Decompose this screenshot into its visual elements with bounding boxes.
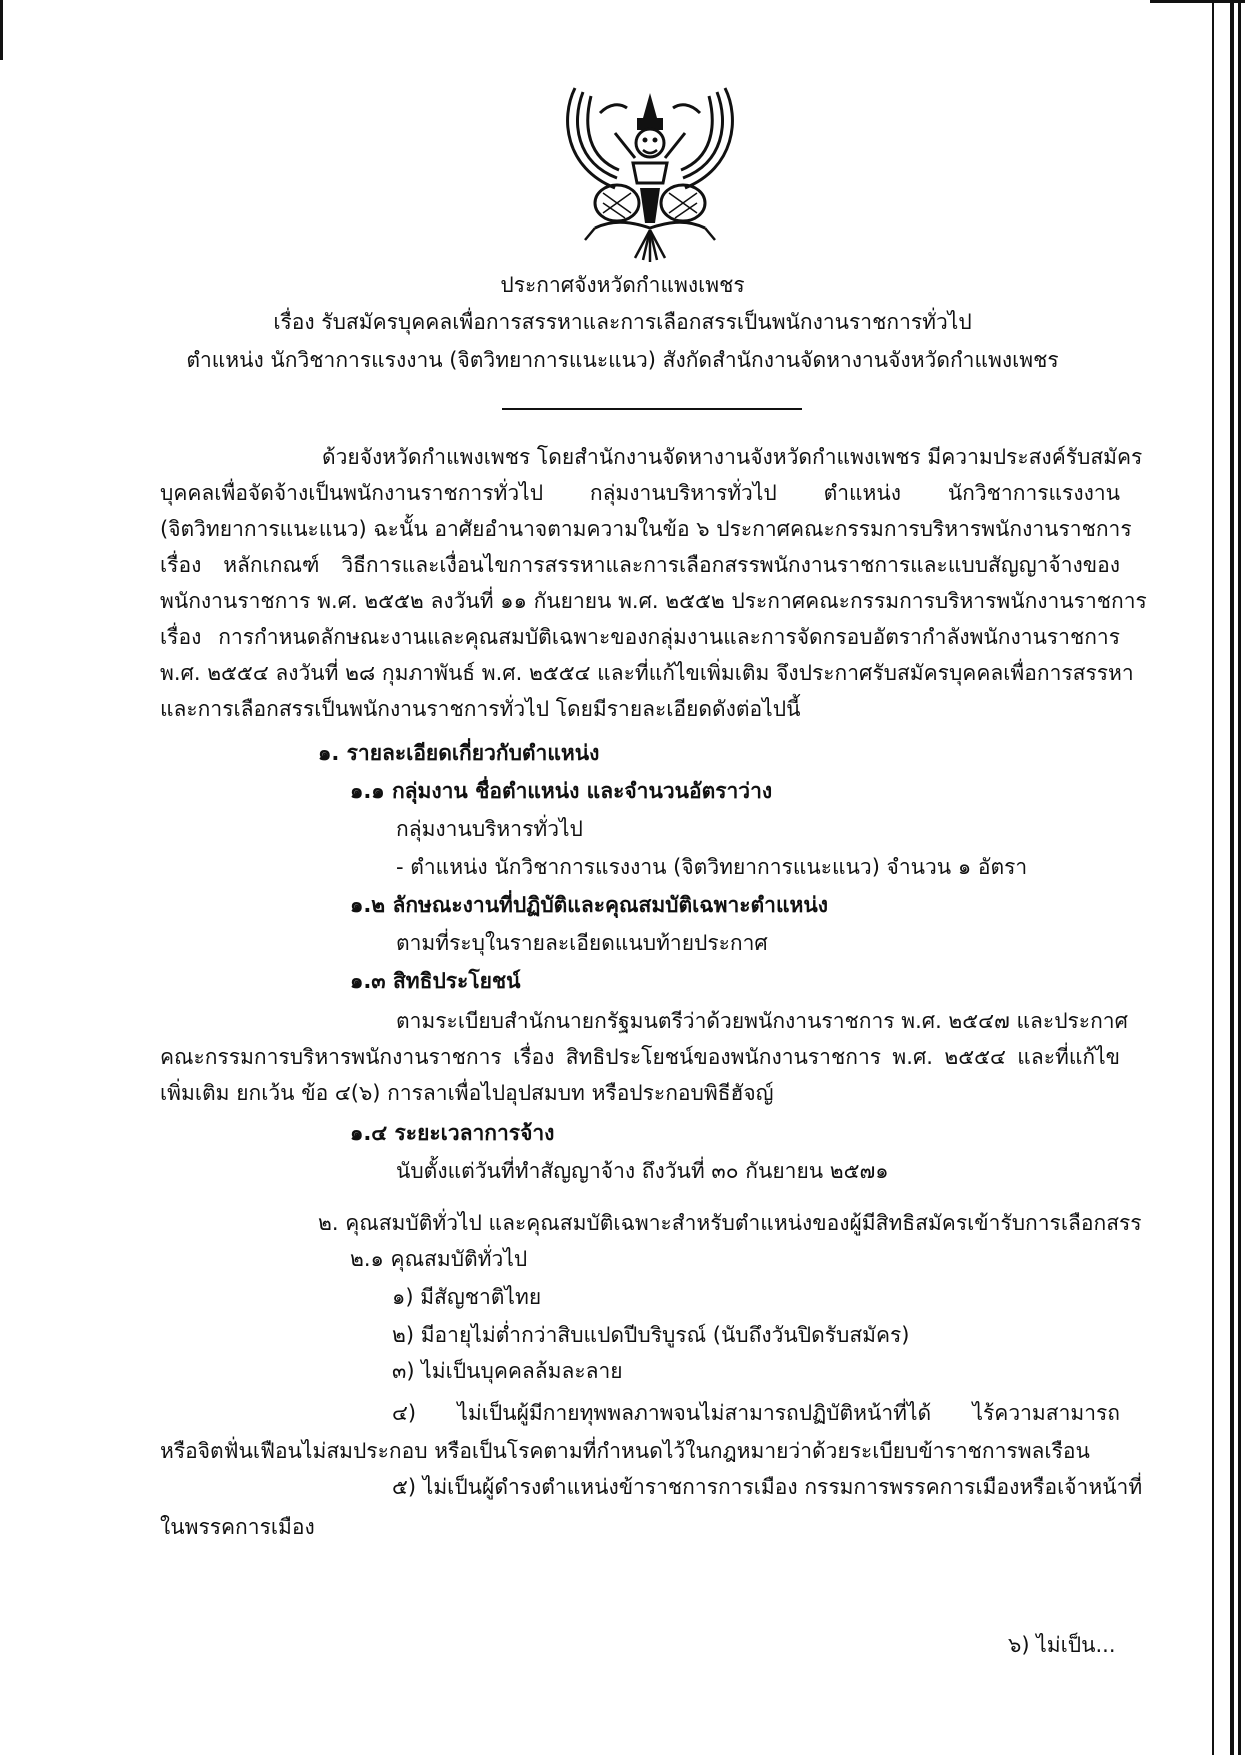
qualification-item-5-cont: ในพรรคการเมือง bbox=[160, 1515, 315, 1539]
section-1-3-line: คณะกรรมการบริหารพนักงานราชการ เรื่อง สิทธิประโยชน์ของพนักงานราชการ พ.ศ. ๒๕๕๔ และที่แก้ไข bbox=[160, 1045, 1120, 1069]
section-1-4-heading: ๑.๔ ระยะเวลาการจ้าง bbox=[350, 1121, 555, 1145]
page-continuation: ๖) ไม่เป็น... bbox=[1008, 1633, 1116, 1657]
intro-line: เรื่อง การกำหนดลักษณะงานและคุณสมบัติเฉพาะของกลุ่มงานและการจัดกรอบอัตรากำลังพนักงานราชการ bbox=[160, 625, 1120, 649]
section-1-3-line: เพิ่มเติม ยกเว้น ข้อ ๔(๖) การลาเพื่อไปอุปสมบท หรือประกอบพิธีฮัจญ์ bbox=[160, 1081, 774, 1105]
qualification-item-4: ๔) ไม่เป็นผู้มีกายทุพพลภาพจนไม่สามารถปฏิบัติหน้าที่ได้ ไร้ความสามารถ bbox=[392, 1401, 1120, 1425]
section-2-heading: ๒. คุณสมบัติทั่วไป และคุณสมบัติเฉพาะสำหรับตำแหน่งของผู้มีสิทธิสมัครเข้ารับการเลือกสรร bbox=[318, 1211, 1142, 1235]
title-divider bbox=[502, 408, 802, 410]
announcement-subject: เรื่อง รับสมัครบุคคลเพื่อการสรรหาและการเลือกสรรเป็นพนักงานราชการทั่วไป bbox=[273, 310, 972, 334]
section-1-1-heading: ๑.๑ กลุ่มงาน ชื่อตำแหน่ง และจำนวนอัตราว่าง bbox=[350, 779, 773, 803]
qualification-item-4-cont: หรือจิตฟั่นเฟือนไม่สมประกอบ หรือเป็นโรคตามที่กำหนดไว้ในกฎหมายว่าด้วยระเบียบข้าราชการพลเรือน bbox=[160, 1439, 1090, 1463]
scan-edge-right-1 bbox=[1212, 0, 1214, 1755]
garuda-emblem-icon bbox=[555, 78, 745, 268]
section-1-1-group: กลุ่มงานบริหารทั่วไป bbox=[396, 817, 583, 841]
qualification-item: ๓) ไม่เป็นบุคคลล้มละลาย bbox=[392, 1359, 623, 1383]
qualification-item: ๒) มีอายุไม่ต่ำกว่าสิบแปดปีบริบูรณ์ (นับถึงวันปิดรับสมัคร) bbox=[392, 1323, 910, 1347]
section-2-1-heading: ๒.๑ คุณสมบัติทั่วไป bbox=[350, 1247, 528, 1271]
intro-line: พ.ศ. ๒๕๕๔ ลงวันที่ ๒๘ กุมภาพันธ์ พ.ศ. ๒๕๕๔ และที่แก้ไขเพิ่มเติม จึงประกาศรับสมัครบุคคลเพื่อการสรรหา bbox=[160, 661, 1134, 685]
intro-line: พนักงานราชการ พ.ศ. ๒๕๕๒ ลงวันที่ ๑๑ กันยายน พ.ศ. ๒๕๕๒ ประกาศคณะกรรมการบริหารพนักงานราชการ bbox=[160, 589, 1147, 613]
intro-line: เรื่อง หลักเกณฑ์ วิธีการและเงื่อนไขการสรรหาและการเลือกสรรพนักงานราชการและแบบสัญญาจ้างของ bbox=[160, 553, 1120, 577]
section-1-heading: ๑. รายละเอียดเกี่ยวกับตำแหน่ง bbox=[318, 741, 600, 765]
scan-edge-right-2 bbox=[1230, 0, 1234, 1755]
qualification-item-5: ๕) ไม่เป็นผู้ดำรงตำแหน่งข้าราชการการเมือง กรรมการพรรคการเมืองหรือเจ้าหน้าที่ bbox=[392, 1475, 1143, 1499]
section-1-1-item: - ตำแหน่ง นักวิชาการแรงงาน (จิตวิทยาการแนะแนว) จำนวน ๑ อัตรา bbox=[396, 855, 1028, 879]
intro-line: (จิตวิทยาการแนะแนว) ฉะนั้น อาศัยอำนาจตามความในข้อ ๖ ประกาศคณะกรรมการบริหารพนักงานราชการ bbox=[160, 517, 1132, 541]
section-1-2-text: ตามที่ระบุในรายละเอียดแนบท้ายประกาศ bbox=[396, 931, 768, 955]
section-1-2-heading: ๑.๒ ลักษณะงานที่ปฏิบัติและคุณสมบัติเฉพาะตำแหน่ง bbox=[350, 893, 828, 917]
section-1-3-line: ตามระเบียบสำนักนายกรัฐมนตรีว่าด้วยพนักงานราชการ พ.ศ. ๒๕๔๗ และประกาศ bbox=[396, 1009, 1128, 1033]
scan-edge-right-3 bbox=[1238, 0, 1241, 1755]
intro-line: บุคคลเพื่อจัดจ้างเป็นพนักงานราชการทั่วไป กลุ่มงานบริหารทั่วไป ตำแหน่ง นักวิชาการแรงงาน bbox=[160, 481, 1120, 505]
qualification-item: ๑) มีสัญชาติไทย bbox=[392, 1285, 542, 1309]
intro-line: และการเลือกสรรเป็นพนักงานราชการทั่วไป โดยมีรายละเอียดดังต่อไปนี้ bbox=[160, 697, 801, 721]
announcement-title: ประกาศจังหวัดกำแพงเพชร bbox=[500, 273, 745, 297]
section-1-3-heading: ๑.๓ สิทธิประโยชน์ bbox=[350, 969, 521, 993]
scan-edge-left bbox=[0, 0, 3, 60]
announcement-position: ตำแหน่ง นักวิชาการแรงงาน (จิตวิทยาการแนะแนว) สังกัดสำนักงานจัดหางานจังหวัดกำแพงเพชร bbox=[186, 348, 1059, 372]
intro-line: ด้วยจังหวัดกำแพงเพชร โดยสำนักงานจัดหางานจังหวัดกำแพงเพชร มีความประสงค์รับสมัคร bbox=[322, 445, 1143, 469]
section-1-4-text: นับตั้งแต่วันที่ทำสัญญาจ้าง ถึงวันที่ ๓๐ กันยายน ๒๕๗๑ bbox=[396, 1159, 889, 1183]
